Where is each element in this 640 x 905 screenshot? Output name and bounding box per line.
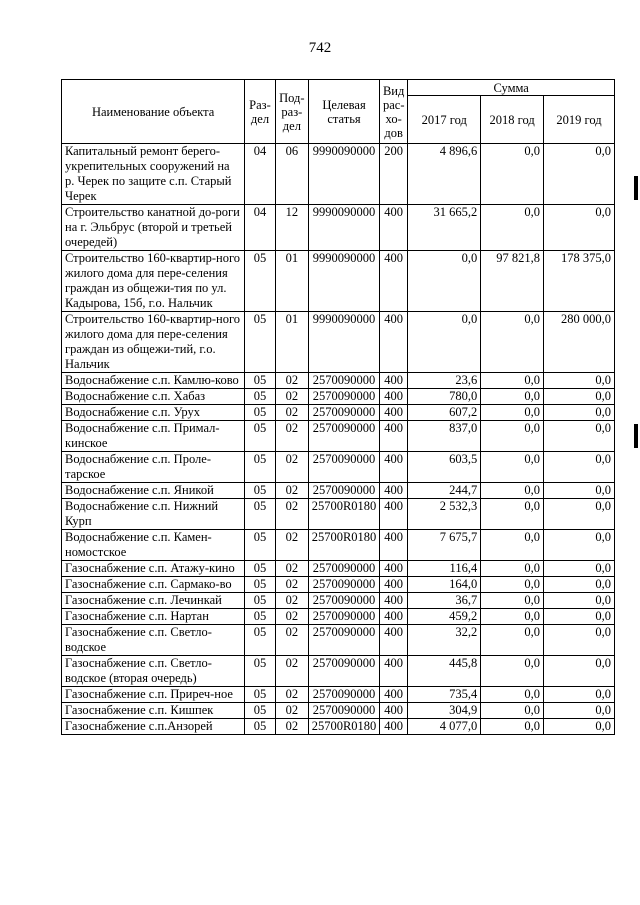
cell-2017: 735,4 [408, 687, 481, 703]
cell-subsection: 02 [275, 530, 308, 561]
header-name: Наименование объекта [62, 80, 245, 144]
cell-2018: 0,0 [481, 625, 544, 656]
cell-subsection: 01 [275, 251, 308, 312]
cell-2018: 0,0 [481, 530, 544, 561]
table-row [62, 452, 615, 483]
cell-name: Водоснабжение с.п. Камлю-ково [62, 373, 245, 389]
cell-2018: 0,0 [481, 703, 544, 719]
cell-expense-type: 400 [379, 656, 407, 687]
cell-expense-type: 400 [379, 389, 407, 405]
cell-2019: 0,0 [544, 561, 615, 577]
cell-2019: 0,0 [544, 499, 615, 530]
cell-section: 05 [245, 561, 275, 577]
cell-name: Строительство 160-квартир-ного жилого дома для пере-селения граждан из общежи-тий, г.о. Нальчик [62, 312, 245, 373]
cell-2019: 0,0 [544, 483, 615, 499]
cell-2019: 0,0 [544, 687, 615, 703]
cell-2019: 0,0 [544, 530, 615, 561]
cell-2018: 0,0 [481, 483, 544, 499]
cell-2018: 0,0 [481, 609, 544, 625]
cell-subsection: 02 [275, 625, 308, 656]
table-row [62, 577, 615, 593]
cell-expense-type: 400 [379, 687, 407, 703]
cell-article: 2570090000 [309, 483, 380, 499]
cell-section: 05 [245, 389, 275, 405]
cell-subsection: 12 [275, 205, 308, 251]
cell-article: 2570090000 [309, 687, 380, 703]
scan-edge-mark [634, 424, 638, 448]
cell-2017: 837,0 [408, 421, 481, 452]
cell-2018: 0,0 [481, 144, 544, 205]
cell-2019: 0,0 [544, 593, 615, 609]
cell-2017: 0,0 [408, 312, 481, 373]
header-section: Раз- дел [245, 80, 275, 144]
table-row [62, 625, 615, 656]
cell-name: Водоснабжение с.п. Примал-кинское [62, 421, 245, 452]
cell-2017: 32,2 [408, 625, 481, 656]
cell-section: 05 [245, 625, 275, 656]
table-row [62, 405, 615, 421]
cell-name: Водоснабжение с.п. Хабаз [62, 389, 245, 405]
cell-section: 05 [245, 703, 275, 719]
cell-2019: 178 375,0 [544, 251, 615, 312]
cell-section: 05 [245, 312, 275, 373]
cell-name: Строительство 160-квартир-ного жилого дома для пере-селения граждан из общежи-тия по ул. Кадырова, 15б, г.о. Нальчик [62, 251, 245, 312]
cell-section: 05 [245, 719, 275, 735]
cell-article: 9990090000 [309, 205, 380, 251]
cell-article: 25700R0180 [309, 530, 380, 561]
cell-2017: 164,0 [408, 577, 481, 593]
cell-expense-type: 400 [379, 530, 407, 561]
cell-2018: 0,0 [481, 205, 544, 251]
cell-section: 05 [245, 656, 275, 687]
cell-expense-type: 400 [379, 609, 407, 625]
cell-2017: 445,8 [408, 656, 481, 687]
cell-article: 2570090000 [309, 609, 380, 625]
cell-subsection: 02 [275, 719, 308, 735]
cell-article: 2570090000 [309, 561, 380, 577]
budget-table [61, 79, 615, 735]
header-year-2018: 2018 год [481, 96, 544, 144]
cell-subsection: 02 [275, 609, 308, 625]
cell-subsection: 02 [275, 703, 308, 719]
cell-expense-type: 400 [379, 577, 407, 593]
cell-subsection: 02 [275, 389, 308, 405]
header-expense-type: Вид рас- хо- дов [379, 80, 407, 144]
cell-section: 05 [245, 577, 275, 593]
page-number: 742 [308, 40, 332, 56]
table-row [62, 703, 615, 719]
header-article: Целевая статья [309, 80, 380, 144]
table-row [62, 144, 615, 205]
cell-section: 05 [245, 373, 275, 389]
cell-2017: 4 896,6 [408, 144, 481, 205]
cell-2019: 0,0 [544, 421, 615, 452]
cell-2018: 0,0 [481, 421, 544, 452]
cell-article: 2570090000 [309, 593, 380, 609]
cell-2017: 36,7 [408, 593, 481, 609]
cell-2017: 31 665,2 [408, 205, 481, 251]
table-body [62, 144, 615, 735]
cell-name: Капитальный ремонт берего-укрепительных сооружений на р. Черек по защите с.п. Старый Черек [62, 144, 245, 205]
cell-name: Водоснабжение с.п. Урух [62, 405, 245, 421]
cell-2019: 0,0 [544, 625, 615, 656]
cell-2018: 0,0 [481, 577, 544, 593]
cell-2017: 603,5 [408, 452, 481, 483]
cell-2019: 0,0 [544, 703, 615, 719]
cell-2019: 0,0 [544, 205, 615, 251]
cell-2017: 2 532,3 [408, 499, 481, 530]
cell-subsection: 06 [275, 144, 308, 205]
cell-name: Газоснабжение с.п. Сармако-во [62, 577, 245, 593]
cell-section: 04 [245, 144, 275, 205]
cell-name: Газоснабжение с.п. Лечинкай [62, 593, 245, 609]
cell-name: Водоснабжение с.п. Камен-номостское [62, 530, 245, 561]
table-row [62, 530, 615, 561]
cell-name: Газоснабжение с.п. Светло-водское (вторая очередь) [62, 656, 245, 687]
cell-subsection: 02 [275, 593, 308, 609]
cell-article: 2570090000 [309, 656, 380, 687]
table-row [62, 251, 615, 312]
table-row [62, 499, 615, 530]
cell-article: 9990090000 [309, 312, 380, 373]
cell-name: Водоснабжение с.п. Яникой [62, 483, 245, 499]
cell-2017: 116,4 [408, 561, 481, 577]
cell-2019: 0,0 [544, 609, 615, 625]
cell-expense-type: 400 [379, 703, 407, 719]
table-row [62, 483, 615, 499]
cell-article: 25700R0180 [309, 719, 380, 735]
cell-subsection: 02 [275, 656, 308, 687]
cell-subsection: 02 [275, 483, 308, 499]
cell-2018: 0,0 [481, 312, 544, 373]
cell-expense-type: 400 [379, 561, 407, 577]
cell-name: Газоснабжение с.п. Светло-водское [62, 625, 245, 656]
cell-2019: 0,0 [544, 656, 615, 687]
cell-2017: 304,9 [408, 703, 481, 719]
cell-subsection: 02 [275, 421, 308, 452]
table-row [62, 561, 615, 577]
cell-subsection: 01 [275, 312, 308, 373]
cell-2018: 0,0 [481, 405, 544, 421]
cell-2017: 4 077,0 [408, 719, 481, 735]
cell-2019: 0,0 [544, 577, 615, 593]
cell-name: Газоснабжение с.п. Кишпек [62, 703, 245, 719]
cell-2018: 0,0 [481, 373, 544, 389]
header-year-2017: 2017 год [408, 96, 481, 144]
table-row [62, 373, 615, 389]
cell-expense-type: 400 [379, 373, 407, 389]
cell-expense-type: 400 [379, 499, 407, 530]
table-row [62, 687, 615, 703]
cell-2019: 0,0 [544, 405, 615, 421]
cell-2018: 0,0 [481, 719, 544, 735]
cell-article: 2570090000 [309, 389, 380, 405]
cell-subsection: 02 [275, 373, 308, 389]
cell-section: 05 [245, 421, 275, 452]
cell-2017: 0,0 [408, 251, 481, 312]
cell-section: 05 [245, 251, 275, 312]
cell-article: 2570090000 [309, 373, 380, 389]
cell-subsection: 02 [275, 452, 308, 483]
table-row [62, 656, 615, 687]
cell-article: 2570090000 [309, 625, 380, 656]
cell-expense-type: 400 [379, 483, 407, 499]
cell-expense-type: 400 [379, 405, 407, 421]
cell-section: 05 [245, 405, 275, 421]
cell-section: 05 [245, 530, 275, 561]
cell-expense-type: 400 [379, 421, 407, 452]
cell-subsection: 02 [275, 687, 308, 703]
cell-article: 2570090000 [309, 421, 380, 452]
cell-section: 05 [245, 483, 275, 499]
cell-expense-type: 400 [379, 251, 407, 312]
cell-2017: 459,2 [408, 609, 481, 625]
table-row [62, 593, 615, 609]
cell-2018: 0,0 [481, 499, 544, 530]
cell-name: Газоснабжение с.п. Нартан [62, 609, 245, 625]
cell-section: 05 [245, 499, 275, 530]
cell-expense-type: 400 [379, 205, 407, 251]
cell-subsection: 02 [275, 499, 308, 530]
cell-name: Газоснабжение с.п. Приреч-ное [62, 687, 245, 703]
cell-subsection: 02 [275, 561, 308, 577]
cell-2018: 0,0 [481, 593, 544, 609]
scan-edge-mark [634, 176, 638, 200]
cell-2019: 0,0 [544, 719, 615, 735]
table-row [62, 389, 615, 405]
cell-article: 2570090000 [309, 405, 380, 421]
header-sum: Сумма [408, 80, 615, 96]
cell-subsection: 02 [275, 405, 308, 421]
cell-expense-type: 400 [379, 625, 407, 656]
cell-article: 2570090000 [309, 452, 380, 483]
cell-article: 25700R0180 [309, 499, 380, 530]
cell-2019: 0,0 [544, 373, 615, 389]
cell-expense-type: 400 [379, 452, 407, 483]
cell-2017: 244,7 [408, 483, 481, 499]
cell-expense-type: 400 [379, 312, 407, 373]
cell-name: Водоснабжение с.п. Проле-тарское [62, 452, 245, 483]
cell-2018: 0,0 [481, 561, 544, 577]
cell-2019: 0,0 [544, 144, 615, 205]
cell-article: 2570090000 [309, 703, 380, 719]
cell-section: 05 [245, 687, 275, 703]
cell-expense-type: 200 [379, 144, 407, 205]
table-row [62, 205, 615, 251]
cell-2018: 0,0 [481, 656, 544, 687]
cell-2019: 280 000,0 [544, 312, 615, 373]
cell-2017: 7 675,7 [408, 530, 481, 561]
cell-subsection: 02 [275, 577, 308, 593]
cell-name: Газоснабжение с.п.Анзорей [62, 719, 245, 735]
cell-section: 04 [245, 205, 275, 251]
cell-article: 9990090000 [309, 251, 380, 312]
cell-name: Газоснабжение с.п. Атажу-кино [62, 561, 245, 577]
cell-expense-type: 400 [379, 593, 407, 609]
cell-2018: 0,0 [481, 389, 544, 405]
cell-article: 9990090000 [309, 144, 380, 205]
table-row [62, 719, 615, 735]
cell-section: 05 [245, 452, 275, 483]
cell-article: 2570090000 [309, 577, 380, 593]
cell-name: Строительство канатной до-роги на г. Эльбрус (второй и третьей очередей) [62, 205, 245, 251]
cell-expense-type: 400 [379, 719, 407, 735]
cell-2018: 97 821,8 [481, 251, 544, 312]
cell-2017: 780,0 [408, 389, 481, 405]
cell-2017: 607,2 [408, 405, 481, 421]
cell-section: 05 [245, 593, 275, 609]
cell-section: 05 [245, 609, 275, 625]
table-row [62, 421, 615, 452]
cell-2017: 23,6 [408, 373, 481, 389]
table-row [62, 609, 615, 625]
cell-name: Водоснабжение с.п. Нижний Курп [62, 499, 245, 530]
cell-2018: 0,0 [481, 687, 544, 703]
table-row [62, 312, 615, 373]
header-year-2019: 2019 год [544, 96, 615, 144]
cell-2019: 0,0 [544, 452, 615, 483]
cell-2018: 0,0 [481, 452, 544, 483]
cell-2019: 0,0 [544, 389, 615, 405]
header-subsection: Под- раз- дел [275, 80, 308, 144]
